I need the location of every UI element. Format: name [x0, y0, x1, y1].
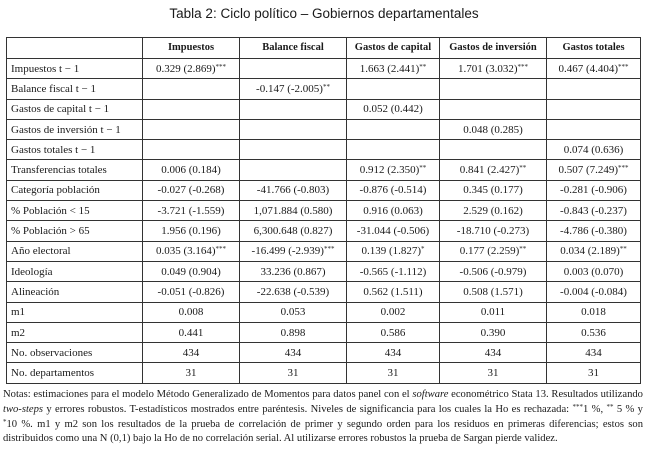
table-body: [7, 59, 641, 384]
cell-value: 31: [487, 367, 499, 380]
cell-value: 0.912 (2.350): [359, 164, 420, 177]
notes-sig-marker: **: [606, 402, 614, 411]
table-cell: [347, 343, 440, 363]
cell-value: 0.507 (7.249): [558, 164, 619, 177]
cell-value: -0.876 (-0.514): [359, 184, 427, 197]
table-cell: [547, 343, 641, 363]
cell-value: 0.008: [178, 306, 204, 319]
cell-value: -3.721 (-1.559): [157, 204, 225, 217]
significance-marker: **: [419, 62, 427, 71]
table-cell: [347, 201, 440, 221]
significance-marker: ***: [323, 245, 335, 254]
table-header-row: [7, 38, 641, 59]
cell-value: 0.074 (0.636): [563, 143, 624, 156]
table-cell: [440, 261, 547, 281]
table-row: [7, 201, 641, 221]
cell-value: 31: [287, 367, 299, 380]
row-label: % Población > 65: [7, 221, 143, 241]
table-cell: [547, 322, 641, 342]
table-row: [7, 99, 641, 119]
row-label: Transferencias totales: [7, 160, 143, 180]
cell-value: 434: [484, 346, 502, 359]
table-cell: [440, 140, 547, 160]
cell-value: 0.052 (0.442): [363, 103, 423, 116]
cell-value: -0.004 (-0.084): [560, 285, 627, 298]
table-cell: [240, 363, 347, 383]
cell-value: -22.638 (-0.539): [256, 285, 330, 298]
cell-value: 0.002: [380, 306, 406, 319]
table-cell: [347, 363, 440, 383]
table-cell: [240, 180, 347, 200]
table-cell: [143, 99, 240, 119]
table-cell: [440, 322, 547, 342]
notes-text: econométrico Stata 13. Resultados utilizando: [448, 389, 643, 400]
cell-value: 0.536: [581, 326, 606, 339]
cell-value: 0.018: [581, 306, 606, 319]
table-cell: [240, 59, 347, 79]
table-cell: [143, 302, 240, 322]
table-row: [7, 282, 641, 302]
table-cell: [240, 221, 347, 241]
table-row: [7, 79, 641, 99]
table-cell: [440, 221, 547, 241]
cell-value: -0.147 (-2.005): [256, 82, 323, 95]
table-row: [7, 221, 641, 241]
notes-text: Notas: estimaciones para el modelo Método Generalizado de Momentos para datos panel con el: [3, 389, 413, 400]
header-balance-fiscal: Balance fiscal: [240, 38, 347, 59]
notes-sig-marker: ***: [572, 402, 583, 411]
table-cell: [440, 343, 547, 363]
table-cell: [347, 59, 440, 79]
row-label: No. observaciones: [7, 343, 143, 363]
table-cell: [240, 79, 347, 99]
table-cell: [347, 322, 440, 342]
table-caption: Tabla 2: Ciclo político – Gobiernos departamentales: [169, 6, 479, 21]
cell-value: -0.027 (-0.268): [157, 184, 225, 197]
table-cell: [143, 261, 240, 281]
table-cell: [347, 99, 440, 119]
table-cell: [547, 241, 641, 261]
table-cell: [347, 282, 440, 302]
cell-value: -4.786 (-0.380): [560, 225, 627, 238]
cell-value: 0.048 (0.285): [463, 123, 523, 136]
row-label: m1: [7, 302, 143, 322]
cell-value: 1.663 (2.441): [359, 62, 420, 75]
significance-marker: **: [519, 164, 527, 173]
table-cell: [240, 160, 347, 180]
row-label: Impuestos t − 1: [7, 59, 143, 79]
table-cell: [547, 160, 641, 180]
header-gastos-inversion: Gastos de inversión: [440, 38, 547, 59]
table-cell: [347, 180, 440, 200]
cell-value: 0.011: [480, 306, 506, 319]
table-cell: [240, 302, 347, 322]
significance-marker: **: [322, 82, 330, 91]
table-cell: [547, 302, 641, 322]
significance-marker: ***: [618, 164, 629, 173]
table-cell: [440, 119, 547, 139]
table-cell: [440, 79, 547, 99]
cell-value: -0.843 (-0.237): [560, 204, 627, 217]
table-cell: [143, 180, 240, 200]
significance-marker: *: [421, 245, 425, 254]
table-cell: [143, 140, 240, 160]
row-label: % Población < 15: [7, 201, 143, 221]
table-cell: [240, 343, 347, 363]
table-cell: [347, 221, 440, 241]
row-label: Ideología: [7, 261, 143, 281]
table-cell: [347, 261, 440, 281]
cell-value: 0.035 (3.164): [155, 245, 216, 258]
table-row: [7, 302, 641, 322]
notes-text: 10 %. m1 y m2 son los resultados de la prueba de correlación de primer y segundo orden para los residuos en primeras diferencias; estos son distribuidos como una N (0,1) bajo la Ho de no correlación serial. Al utilizarse errores robustos la prueba de Sargan pierde validez.: [3, 418, 643, 445]
significance-marker: ***: [215, 62, 227, 71]
row-label: No. departamentos: [7, 363, 143, 383]
table-cell: [547, 180, 641, 200]
table-cell: [240, 282, 347, 302]
cell-value: 0.329 (2.869): [155, 62, 216, 75]
table-cell: [143, 59, 240, 79]
cell-value: 31: [387, 367, 399, 380]
table-cell: [440, 241, 547, 261]
table-cell: [547, 99, 641, 119]
cell-value: 0.345 (0.177): [463, 184, 523, 197]
table-row: [7, 343, 641, 363]
table-cell: [347, 241, 440, 261]
table-cell: [143, 322, 240, 342]
table-cell: [547, 282, 641, 302]
table-cell: [547, 201, 641, 221]
cell-value: 31: [185, 367, 197, 380]
table-row: [7, 160, 641, 180]
table-row: [7, 241, 641, 261]
table-cell: [143, 282, 240, 302]
cell-value: -0.051 (-0.826): [157, 285, 225, 298]
cell-value: 434: [585, 346, 602, 359]
cell-value: -41.766 (-0.803): [256, 184, 330, 197]
table-cell: [440, 99, 547, 119]
table-row: [7, 180, 641, 200]
table-cell: [240, 119, 347, 139]
table-cell: [440, 160, 547, 180]
cell-value: 0.841 (2.427): [459, 164, 520, 177]
table-cell: [440, 363, 547, 383]
notes-text: 5 % y: [613, 403, 643, 415]
table-row: [7, 322, 641, 342]
row-label: Gastos de inversión t − 1: [7, 119, 143, 139]
table-cell: [440, 59, 547, 79]
header-gastos-totales: Gastos totales: [547, 38, 641, 59]
cell-value: -31.044 (-0.506): [356, 225, 430, 238]
table-cell: [143, 343, 240, 363]
table-cell: [547, 363, 641, 383]
significance-marker: ***: [618, 62, 629, 71]
row-label: Año electoral: [7, 241, 143, 261]
notes-text: 1 %,: [582, 403, 607, 415]
cell-value: 0.390: [480, 326, 506, 339]
cell-value: -16.499 (-2.939): [251, 245, 324, 258]
significance-marker: **: [419, 164, 427, 173]
table-cell: [240, 261, 347, 281]
row-label: Categoría población: [7, 180, 143, 200]
table-cell: [143, 201, 240, 221]
cell-value: 0.467 (4.404): [558, 62, 619, 75]
notes-italic-two-steps: two-steps: [3, 403, 44, 415]
cell-value: 0.034 (2.189): [560, 245, 620, 258]
significance-marker: **: [519, 245, 527, 254]
cell-value: -0.506 (-0.979): [459, 265, 527, 278]
table-cell: [240, 99, 347, 119]
row-label: Alineación: [7, 282, 143, 302]
cell-value: 31: [588, 367, 599, 380]
table-cell: [240, 140, 347, 160]
cell-value: -0.281 (-0.906): [560, 184, 627, 197]
cell-value: 0.586: [380, 326, 406, 339]
cell-value: 2.529 (0.162): [463, 204, 523, 217]
table-cell: [440, 302, 547, 322]
cell-value: 0.006 (0.184): [161, 164, 221, 177]
cell-value: 0.441: [178, 326, 204, 339]
cell-value: -18.710 (-0.273): [456, 225, 530, 238]
table-cell: [347, 302, 440, 322]
table-row: [7, 119, 641, 139]
table-row: [7, 261, 641, 281]
table-cell: [347, 140, 440, 160]
row-label: Gastos de capital t − 1: [7, 99, 143, 119]
cell-value: 0.049 (0.904): [161, 265, 221, 278]
notes-text: y errores robustos. T-estadísticos mostrados entre paréntesis. Niveles de significancia para los cuales la Ho es rechazada:: [43, 403, 573, 415]
table-notes: [3, 388, 643, 447]
row-label: m2: [7, 322, 143, 342]
results-table: [6, 37, 641, 384]
cell-value: 0.508 (1.571): [463, 285, 523, 298]
notes-italic-software: software: [412, 389, 449, 400]
table-row: [7, 59, 641, 79]
table-cell: [347, 160, 440, 180]
cell-value: 1.956 (0.196): [161, 225, 221, 238]
cell-value: 0.053: [280, 306, 306, 319]
table-row: [7, 140, 641, 160]
table-cell: [240, 322, 347, 342]
table-cell: [143, 119, 240, 139]
cell-value: 434: [384, 346, 402, 359]
cell-value: 434: [284, 346, 302, 359]
table-cell: [347, 79, 440, 99]
table-cell: [240, 201, 347, 221]
header-impuestos: Impuestos: [143, 38, 240, 59]
cell-value: 1.701 (3.032): [457, 62, 518, 75]
header-stub: [7, 38, 143, 59]
cell-value: 6,300.648 (0.827): [253, 225, 333, 238]
significance-marker: **: [619, 245, 627, 254]
table-cell: [143, 79, 240, 99]
row-label: Balance fiscal t − 1: [7, 79, 143, 99]
table-cell: [440, 201, 547, 221]
cell-value: 434: [182, 346, 200, 359]
table-cell: [547, 79, 641, 99]
cell-value: 0.139 (1.827): [361, 245, 422, 258]
table-cell: [547, 119, 641, 139]
table-cell: [347, 119, 440, 139]
cell-value: 0.562 (1.511): [363, 285, 423, 298]
table-cell: [440, 180, 547, 200]
table-cell: [547, 140, 641, 160]
cell-value: 0.177 (2.259): [459, 245, 520, 258]
cell-value: 33.236 (0.867): [260, 265, 326, 278]
notes-sig-marker: *: [3, 417, 7, 426]
table-cell: [547, 59, 641, 79]
row-label: Gastos totales t − 1: [7, 140, 143, 160]
cell-value: 0.916 (0.063): [363, 204, 423, 217]
table-cell: [547, 261, 641, 281]
table-cell: [440, 282, 547, 302]
cell-value: 0.898: [280, 326, 306, 339]
significance-marker: ***: [215, 245, 227, 254]
table-cell: [240, 241, 347, 261]
cell-value: 1,071.884 (0.580): [253, 204, 333, 217]
header-gastos-capital: Gastos de capital: [347, 38, 440, 59]
table-cell: [143, 363, 240, 383]
table-cell: [547, 221, 641, 241]
cell-value: -0.565 (-1.112): [359, 265, 427, 278]
significance-marker: ***: [517, 62, 529, 71]
table-cell: [143, 241, 240, 261]
table-cell: [143, 221, 240, 241]
table-row: [7, 363, 641, 383]
table-cell: [143, 160, 240, 180]
cell-value: 0.003 (0.070): [563, 265, 624, 278]
